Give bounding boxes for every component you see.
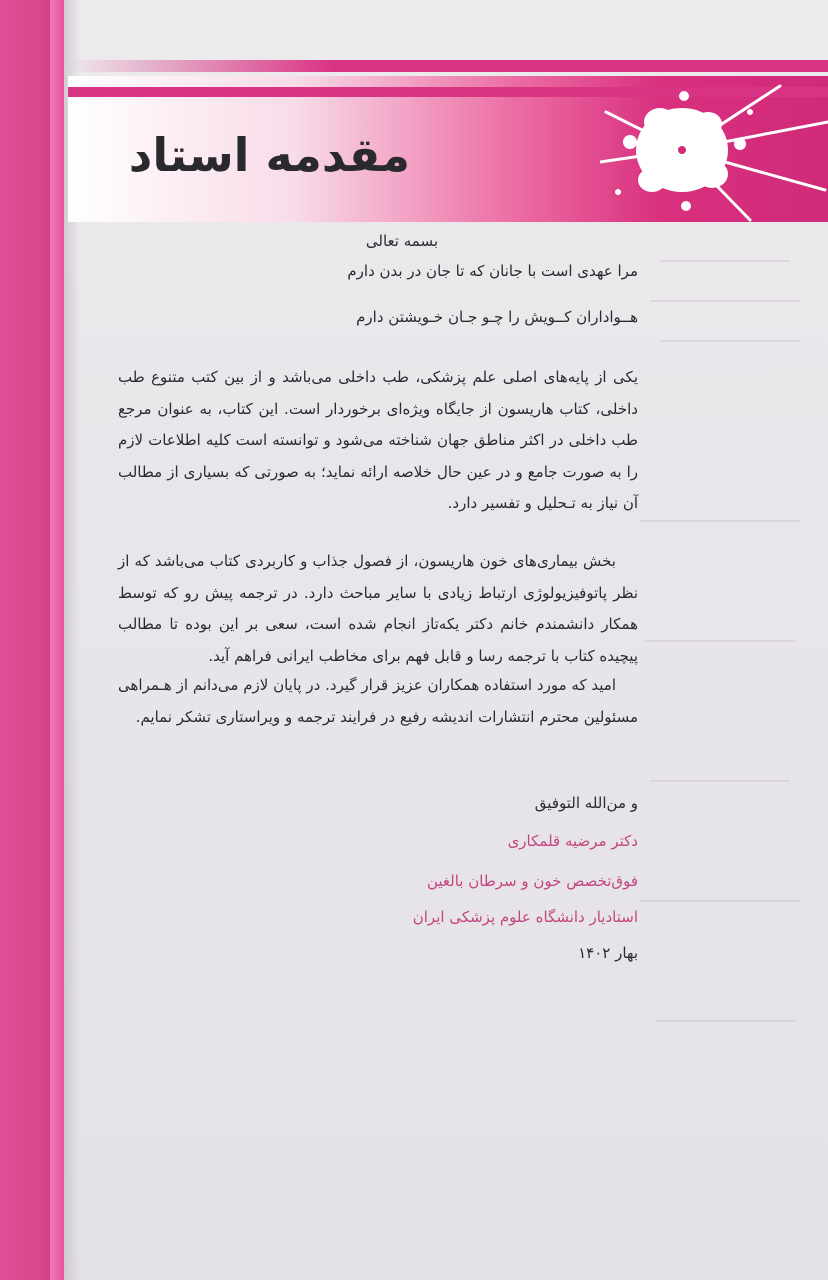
bleed-through-line — [640, 900, 800, 902]
bleed-through-line — [645, 640, 795, 642]
page-title: مقدمه استاد — [128, 128, 410, 182]
signature-position: استادیار دانشگاه علوم پزشکی ایران — [412, 908, 638, 926]
header-top-rule — [68, 60, 828, 72]
bleed-through-line — [640, 520, 800, 522]
book-spine-edge — [50, 0, 64, 1280]
paragraph-3: امید که مورد استفاده همکاران عزیز قرار گیرد. در پایان لازم می‌دانم از هـمراهی مسئولین محترم انتشارات اندیشه رفیع در فرایند ترجمه و ویراستاری تشکر نمایم. — [118, 676, 638, 726]
paragraph-1: یکی از پایه‌های اصلی علم پزشکی، طب داخلی می‌باشد و از بین کتب متنوع طب داخلی، کتاب هاریسون از جایگاه ویژه‌ای برخوردار است. این کتاب، به عنوان مرجع طب داخلی در اکثر مناطق جهان شناخته می‌شود و توانسته است کلیه اطلاعات لازم را به صورت جامع و در عین حال خلاصه ارائه نماید؛ به صورتی که بسیاری از مطالب آن نیاز به تـحلیل و تفسیر دارد. — [118, 368, 638, 512]
bleed-through-line — [655, 1020, 795, 1022]
ink-splash-decoration — [600, 82, 828, 222]
bleed-through-line — [660, 260, 790, 262]
paragraph-2: بخش بیماری‌های خون هاریسون، از فصول جذاب و کاربردی کتاب می‌باشد که از نظر پاتوفیزیولوژی ارتباط زیادی با سایر مباحث دارد. در ترجمه پیش رو که توسط همکار دانشمندم خانم دکتر یکه‌تاز انجام شده است، سعی بر این بوده تا مطالب پیچیده کتاب با ترجمه رسا و قابل فهم برای مخاطب ایرانی فراهم آید. — [118, 552, 638, 665]
closing-phrase: و من‌الله التوفیق — [534, 794, 638, 812]
verse-line-1: مرا عهدی است با جانان که تا جان در بدن دارم — [347, 262, 638, 280]
signature-date: بهار ۱۴۰۲ — [578, 944, 638, 962]
bleed-through-line — [650, 300, 800, 302]
signature-specialty: فوق‌تخصص خون و سرطان بالغین — [426, 872, 638, 890]
bismillah-heading: بسمه تعالی — [365, 232, 438, 250]
bleed-through-line — [650, 780, 790, 782]
bleed-through-line — [660, 340, 800, 342]
signature-name: دکتر مرضیه قلمکاری — [507, 832, 638, 850]
verse-line-2: هــواداران کــویش را چـو جـان خـویشتن دارم — [356, 308, 638, 326]
